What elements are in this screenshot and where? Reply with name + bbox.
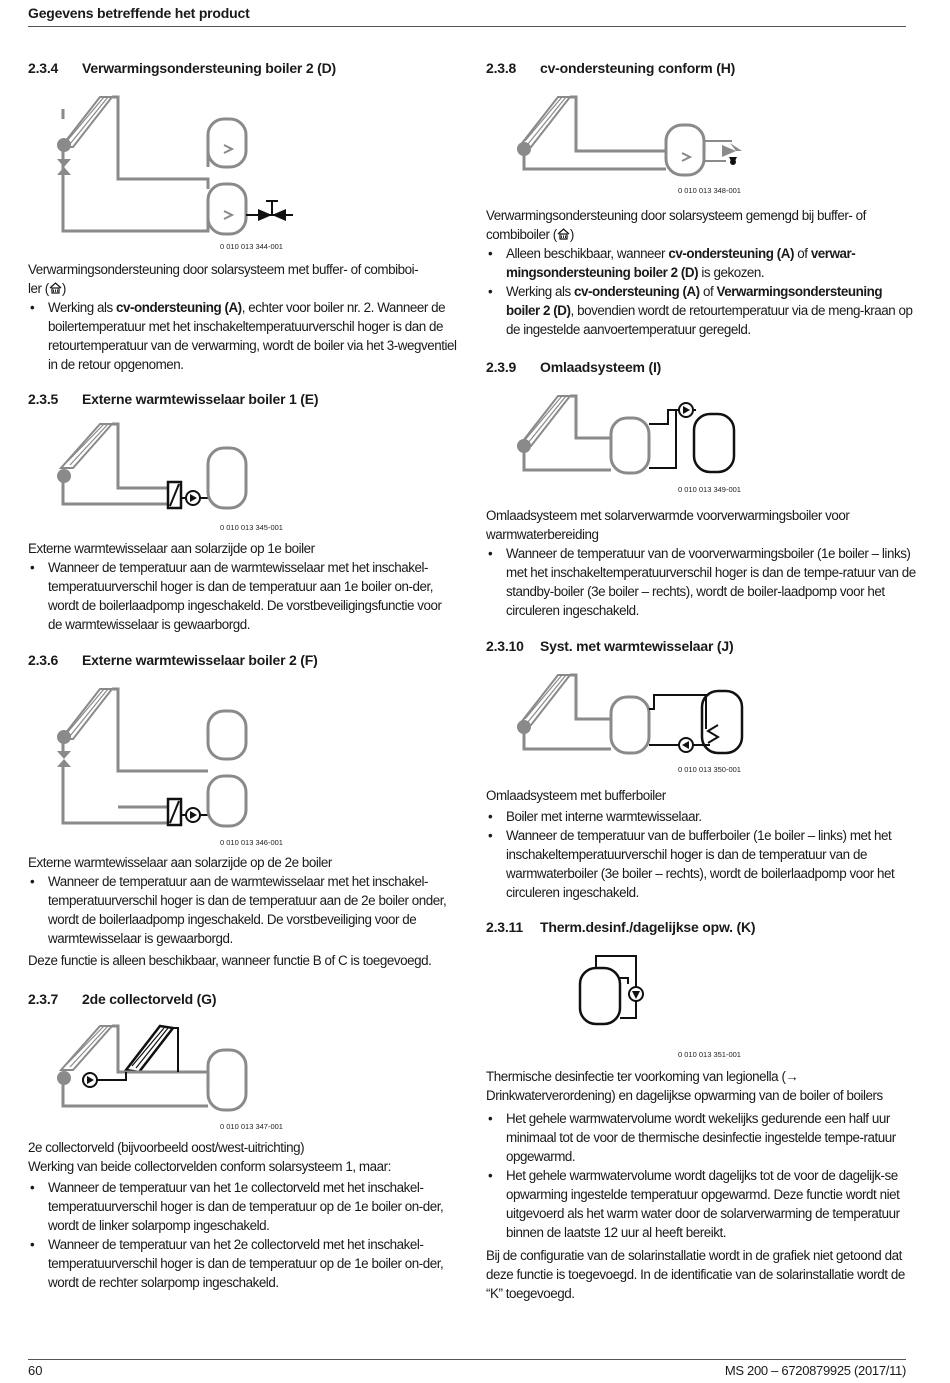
text: ): [569, 227, 574, 242]
bold-text: cv-ondersteuning (A): [116, 300, 242, 315]
bullet-list: [486, 544, 916, 620]
paragraph: Werking van beide collectorvelden conform solarsysteem 1, maar:: [28, 1159, 391, 1174]
bold-text: Verwarmingsondersteuning boiler 2 (D): [506, 284, 883, 318]
pump-icon: [57, 469, 71, 483]
schematic-diagram: [28, 1020, 328, 1120]
text: Werking als: [48, 300, 117, 315]
section-heading: [28, 390, 458, 408]
section-2-3-4: [28, 59, 458, 372]
section-title: Omlaadsysteem (I): [540, 359, 662, 375]
running-header: Gegevens betreffende het product: [28, 5, 250, 21]
pump-icon: [57, 138, 71, 152]
figure-second-collector: [28, 1020, 328, 1131]
list-item: • Wanneer de temperatuur van het 1e collectorveld met het inschakel-temperatuurverschil hoger is dan de temperatuur op de 1e boiler on-der, wordt de linker solarpomp ingeschakeld.: [28, 1178, 458, 1235]
boiler-icon: [702, 691, 742, 753]
text: Verwarmingsondersteuning door solarsysteem met buffer- of combiboi-: [28, 262, 419, 277]
page-number: 60: [28, 1363, 43, 1378]
section-2-3-5: [28, 390, 458, 632]
paragraph: [486, 206, 916, 244]
figure-id: 0 010 013 349-001: [678, 485, 741, 494]
bold-text: cv-ondersteuning (A): [668, 246, 794, 261]
paragraph: Omlaadsysteem met bufferboiler: [486, 788, 666, 803]
bullet-list: [28, 298, 458, 374]
boiler-icon: [666, 125, 704, 175]
solar-collector-icon: [61, 1026, 112, 1070]
text: of: [699, 284, 717, 299]
section-2-3-9: [486, 358, 916, 618]
figure-exchanger-system: [486, 669, 786, 774]
section-2-3-10: [486, 637, 916, 900]
list-item: • Boiler met interne warmtewisselaar.: [486, 807, 916, 826]
section-heading: [486, 637, 916, 655]
section-title: cv-ondersteuning conform (H): [540, 60, 736, 76]
boiler-icon: [580, 968, 620, 1024]
boiler-icon: [208, 1050, 246, 1110]
boiler-icon: [694, 414, 734, 472]
solar-collector-icon: [519, 675, 570, 725]
figure-heating-support-boiler2: [28, 89, 328, 251]
bullet-list: [28, 558, 458, 634]
heat-exchanger-icon: [168, 482, 181, 508]
section-title: Therm.desinf./dagelijkse opw. (K): [540, 919, 756, 935]
figure-id: 0 010 013 347-001: [220, 1122, 283, 1131]
section-body: [28, 853, 458, 970]
list-item: [486, 282, 916, 339]
section-title: Externe warmtewisselaar boiler 1 (E): [82, 391, 319, 407]
boiler-icon: [611, 697, 649, 753]
pump-icon: [517, 142, 531, 156]
note-paragraph: Deze functie is alleen beschikbaar, wanneer functie B of C is toegevoegd.: [28, 953, 432, 968]
text: of: [794, 246, 811, 261]
footer-rule: [28, 1359, 906, 1360]
list-item: • Wanneer de temperatuur van de voorverwarmingsboiler (1e boiler – links) met het inschakeltemperatuurverschil hoger is dan de tempe-ratuur van de standby-boiler (3e boiler – rechts), wordt de boiler-laadpomp voor het circuleren ingeschakeld.: [486, 544, 916, 620]
figure-ext-exchanger-boiler1: [28, 418, 328, 532]
pump-icon: [517, 439, 531, 453]
schematic-diagram: [486, 669, 786, 764]
solar-collector-icon: [519, 396, 570, 446]
heating-house-icon: [49, 282, 62, 294]
section-body: [486, 1067, 916, 1303]
figure-id: 0 010 013 351-001: [678, 1050, 741, 1059]
list-item: • Het gehele warmwatervolume wordt dagelijks tot de voor de dagelijk-se opwarming ingestelde temperatuur opgewarmd. Deze functie wordt niet uitgevoerd als het warm water door de solarverwarming de temperatuur binnen de laatste 12 uur al heeft bereikt.: [486, 1166, 916, 1242]
text: Verwarmingsondersteuning door solarsysteem gemengd bij buffer- of: [486, 208, 866, 223]
figure-thermal-disinfection: [486, 948, 786, 1059]
section-title: Syst. met warmtewisselaar (J): [540, 638, 734, 654]
text: Alleen beschikbaar, wanneer: [506, 246, 669, 261]
schematic-diagram: [486, 948, 786, 1048]
section-heading: [28, 990, 458, 1008]
section-body: [486, 786, 916, 902]
solar-collector-icon: [519, 97, 570, 147]
figure-id: 0 010 013 346-001: [220, 838, 283, 847]
schematic-diagram: [28, 681, 328, 831]
list-item: • Wanneer de temperatuur van het 2e collectorveld met het inschakel-temperatuurverschil hoger is dan de temperatuur op de 1e boiler on-der, wordt de rechter solarpomp ingeschakeld.: [28, 1235, 458, 1292]
paragraph: [28, 260, 458, 298]
note-paragraph: Bij de configuratie van de solarinstallatie wordt in de grafiek niet getoond dat deze functie is toegevoegd. In de identificatie van de solarinstallatie wordt de “K” toegevoegd.: [486, 1248, 905, 1301]
section-2-3-8: [486, 59, 916, 337]
section-title: Verwarmingsondersteuning boiler 2 (D): [82, 60, 336, 76]
solar-collector-icon: [61, 689, 112, 739]
text: combiboiler (: [486, 227, 557, 242]
section-number: 2.3.4: [28, 60, 59, 76]
bullet-list: [486, 1109, 916, 1242]
header-rule: [28, 26, 906, 27]
list-item: • Wanneer de temperatuur van de bufferboiler (1e boiler – links) met het inschakeltemperatuurverschil hoger is dan de temperatuur van de warmwaterboiler (3e boiler – rechts), wordt de boilerlaadpomp voor het circuleren ingeschakeld.: [486, 826, 916, 902]
text: Werking als: [506, 284, 575, 299]
list-item: • Wanneer de temperatuur aan de warmtewisselaar met het inschakel-temperatuurverschil hoger is dan de temperatuur aan de 2e boiler onder, wordt de boilerlaadpomp ingeschakeld. De vorstbeveiliging voor de warmtewisselaar is gewaarborgd.: [28, 872, 458, 948]
section-body: [28, 1138, 458, 1292]
schematic-diagram: [486, 388, 786, 488]
section-heading: [486, 59, 916, 77]
solar-collector-icon: [61, 424, 112, 468]
section-body: [28, 260, 458, 374]
schematic-diagram: [28, 89, 328, 239]
section-heading: [486, 918, 916, 936]
list-item: • Het gehele warmwatervolume wordt wekelijks gedurende een half uur minimaal tot de voor de thermische desinfectie ingestelde tempe-ratuur opgewarmd.: [486, 1109, 916, 1166]
section-title: Externe warmtewisselaar boiler 2 (F): [82, 652, 318, 668]
section-number: 2.3.5: [28, 391, 59, 407]
text: is gekozen.: [698, 265, 765, 280]
valve-icon: [57, 159, 71, 175]
section-number: 2.3.6: [28, 652, 59, 668]
list-item: [28, 298, 458, 374]
pump-icon: [57, 1071, 71, 1085]
section-title: 2de collectorveld (G): [82, 991, 217, 1007]
figure-transfer-system: [486, 388, 786, 494]
three-way-valve-icon: [258, 201, 286, 221]
heat-exchanger-icon: [168, 799, 181, 825]
heating-house-icon: [557, 228, 570, 240]
paragraph: 2e collectorveld (bijvoorbeeld oost/west-uitrichting): [28, 1140, 305, 1155]
figure-id: 0 010 013 348-001: [678, 186, 741, 195]
section-heading: [28, 59, 458, 77]
list-item: [486, 244, 916, 282]
list-item: • Wanneer de temperatuur aan de warmtewisselaar met het inschakel-temperatuurverschil hoger is dan de temperatuur aan 1e boiler on-der, wordt de boilerlaadpomp ingeschakeld. De vorstbeveiligingsfunctie voor de warmtewisselaar is gewaarborgd.: [28, 558, 458, 634]
figure-id: 0 010 013 344-001: [220, 242, 283, 251]
boiler-icon: [208, 711, 246, 759]
bullet-list: [28, 1178, 458, 1292]
section-body: [486, 206, 916, 339]
schematic-diagram: [486, 89, 786, 179]
solar-collector-icon: [61, 97, 112, 147]
boiler-icon: [208, 776, 246, 826]
document-reference: MS 200 – 6720879925 (2017/11): [724, 1363, 906, 1378]
section-2-3-11: [486, 918, 916, 1301]
paragraph: Thermische desinfectie ter voorkoming van legionella (→ Drinkwaterverordening) en dagelijkse opwarming van de boiler of boilers: [486, 1069, 883, 1103]
text: ler (: [28, 281, 49, 296]
section-2-3-7: [28, 990, 458, 1290]
bold-text: cv-ondersteuning (A): [574, 284, 700, 299]
boiler-icon: [208, 448, 246, 508]
schematic-diagram: [28, 418, 328, 518]
valve-icon: [57, 751, 71, 767]
text: ): [61, 281, 66, 296]
figure-ext-exchanger-boiler2: [28, 681, 328, 847]
section-body: [486, 506, 916, 620]
paragraph: Externe warmtewisselaar aan solarzijde op 1e boiler: [28, 541, 315, 556]
figure-heating-support-mixed: [486, 89, 786, 195]
section-2-3-6: [28, 651, 458, 968]
pump-icon: [57, 730, 71, 744]
figure-id: 0 010 013 345-001: [220, 523, 283, 532]
bullet-list: [486, 244, 916, 339]
section-body: [28, 539, 458, 634]
paragraph: Externe warmtewisselaar aan solarzijde op de 2e boiler: [28, 855, 332, 870]
section-heading: [28, 651, 458, 669]
bullet-list: [28, 872, 458, 948]
bullet-list: [486, 807, 916, 902]
section-heading: [486, 358, 916, 376]
boiler-icon: [611, 418, 649, 473]
boiler-icon: [208, 184, 246, 234]
boiler-icon: [208, 119, 246, 167]
pump-icon: [517, 720, 531, 734]
section-number: 2.3.9: [486, 359, 517, 375]
figure-id: 0 010 013 350-001: [678, 765, 741, 774]
section-number: 2.3.7: [28, 991, 59, 1007]
section-number: 2.3.11: [486, 919, 523, 935]
text: , bovendien wordt de retourtemperatuur via de meng-kraan op de ingestelde aanvoertemperatuur geregeld.: [506, 303, 913, 337]
paragraph: Omlaadsysteem met solarverwarmde voorverwarmingsboiler voor warmwaterbereiding: [486, 508, 850, 542]
section-number: 2.3.10: [486, 638, 524, 654]
section-number: 2.3.8: [486, 60, 517, 76]
solar-collector-icon: [126, 1026, 173, 1072]
bold-text: verwar-mingsondersteuning boiler 2 (D): [506, 246, 856, 280]
text: , echter voor boiler nr. 2. Wanneer de boilertemperatuur met het inschakeltemperatuurverschil hoger is dan de retourtemperatuur van de verwarming, wordt de boiler via het 3-wegventiel in de retour opgenomen.: [48, 300, 457, 372]
